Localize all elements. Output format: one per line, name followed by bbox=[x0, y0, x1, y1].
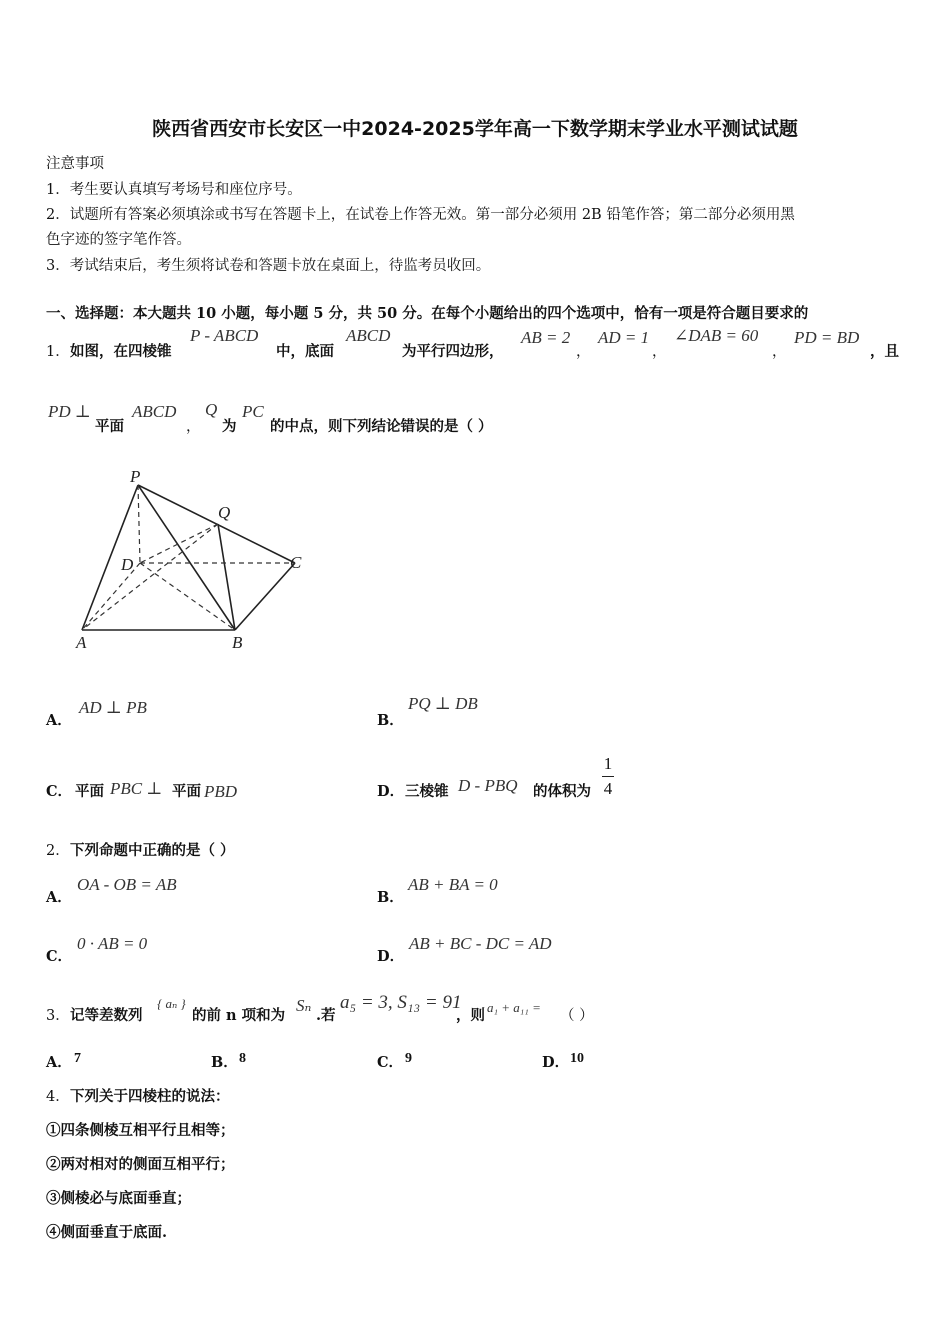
math-expression: ABCD bbox=[346, 326, 391, 345]
notice-item: 色字迹的签字笔作答。 bbox=[46, 232, 191, 248]
math-expression: PC bbox=[242, 402, 264, 421]
fraction-numerator: 1 bbox=[603, 754, 613, 773]
notice-item: 3．考试结束后，考生须将试卷和答题卡放在桌面上，待监考员收回。 bbox=[46, 258, 491, 274]
statement-item: ①四条侧棱互相平行且相等； bbox=[46, 1122, 235, 1139]
math-expression: AB = 2 bbox=[521, 328, 571, 347]
notice-heading: 注意事项 bbox=[46, 156, 104, 172]
edge-DB bbox=[140, 563, 235, 630]
option-label: B． bbox=[377, 712, 404, 729]
question-text: 的中点，则下列结论错误的是（ ） bbox=[270, 418, 493, 435]
math-expression: PD = BD bbox=[794, 328, 860, 347]
comma: ， bbox=[186, 419, 201, 435]
option-value: 9 bbox=[405, 1051, 412, 1066]
question-text: .若 bbox=[316, 1007, 336, 1024]
option-value: 7 bbox=[74, 1051, 81, 1066]
edge-QD bbox=[140, 524, 218, 563]
math-expression: Q bbox=[205, 400, 218, 419]
question-text: ，则 bbox=[456, 1007, 485, 1024]
option-label: A． bbox=[46, 889, 72, 906]
option-text: 平面 bbox=[172, 783, 201, 800]
math-expression: PD ⊥ bbox=[48, 402, 91, 421]
question-text: 记等差数列 bbox=[70, 1007, 143, 1024]
option-label: C． bbox=[46, 783, 73, 800]
fraction-denominator: 4 bbox=[603, 779, 613, 798]
section-heading: 一、选择题：本大题共 10 小题，每小题 5 分，共 50 分。在每个小题给出的四个选项中，恰有一项是符合题目要求的 bbox=[46, 305, 809, 322]
edge-QB bbox=[218, 524, 235, 630]
math-expression: ∠DAB = 60 bbox=[674, 326, 759, 345]
option-value: 8 bbox=[239, 1051, 246, 1066]
math-expression: { aₙ } bbox=[157, 996, 186, 1011]
edge-PC bbox=[138, 485, 295, 563]
pyramid-figure bbox=[60, 460, 330, 660]
option-label: C． bbox=[377, 1054, 404, 1071]
statement-item: ④侧面垂直于底面. bbox=[46, 1224, 168, 1241]
question-text: （ ） bbox=[560, 1008, 594, 1024]
option-label: C． bbox=[46, 948, 73, 965]
statement-item: ②两对相对的侧面互相平行； bbox=[46, 1156, 235, 1173]
option-label: A． bbox=[46, 712, 72, 729]
question-text: 的前 n 项和为 bbox=[192, 1007, 286, 1024]
math-expression: a₁ + a₁₁ = bbox=[487, 1000, 541, 1015]
question-text: 平面 bbox=[95, 418, 124, 435]
option-label: B． bbox=[377, 889, 404, 906]
option-text: 的体积为 bbox=[533, 783, 591, 800]
label-A: A bbox=[76, 633, 87, 652]
math-expression: P - ABCD bbox=[190, 326, 259, 345]
math-expression: a₅ = 3, S₁₃ = 91 bbox=[340, 992, 462, 1013]
page-title: 陕西省西安市长安区一中2024-2025学年高一下数学期末学业水平测试试题 bbox=[152, 118, 798, 140]
math-expression: Sₙ bbox=[296, 996, 312, 1015]
option-math: PBD bbox=[204, 782, 238, 801]
option-math: OA - OB = AB bbox=[77, 875, 177, 894]
label-B: B bbox=[232, 633, 243, 652]
math-expression: ABCD bbox=[132, 402, 177, 421]
option-math: PQ ⊥ DB bbox=[408, 694, 478, 713]
statement-item: ③侧棱必与底面垂直； bbox=[46, 1190, 191, 1207]
option-math: 0 · AB = 0 bbox=[77, 934, 148, 953]
option-label: B． bbox=[211, 1054, 238, 1071]
option-math: D - PBQ bbox=[458, 776, 518, 795]
fraction bbox=[602, 754, 614, 799]
comma: ， bbox=[652, 344, 667, 360]
label-C: C bbox=[290, 553, 302, 572]
option-label: D． bbox=[377, 783, 405, 800]
question-text: ，且 bbox=[870, 343, 899, 360]
option-text: 三棱锥 bbox=[405, 783, 449, 800]
option-math: AB + BC - DC = AD bbox=[409, 934, 552, 953]
question-text: 下列命题中正确的是（ ） bbox=[70, 842, 235, 859]
option-math: PBC ⊥ bbox=[110, 779, 163, 798]
edge-PD bbox=[138, 485, 140, 563]
option-value: 10 bbox=[570, 1051, 584, 1066]
question-text: 为 bbox=[222, 418, 237, 435]
question-text: 为平行四边形， bbox=[402, 343, 504, 360]
option-label: D． bbox=[377, 948, 405, 965]
question-text: 下列关于四棱柱的说法： bbox=[70, 1088, 230, 1105]
comma: ， bbox=[772, 344, 787, 360]
notice-item: 1．考生要认真填写考场号和座位序号。 bbox=[46, 182, 302, 198]
label-Q: Q bbox=[218, 503, 231, 522]
option-label: D． bbox=[542, 1054, 570, 1071]
question-number: 2． bbox=[46, 843, 70, 859]
question-number: 4． bbox=[46, 1089, 70, 1105]
label-D: D bbox=[121, 555, 134, 574]
question-number: 1． bbox=[46, 344, 70, 360]
notice-item: 2．试题所有答案必须填涂或书写在答题卡上，在试卷上作答无效。第一部分必须用 2B 铅笔作答；第二部分必须用黑 bbox=[46, 207, 795, 223]
question-text: 中，底面 bbox=[276, 343, 334, 360]
option-label: A． bbox=[46, 1054, 72, 1071]
option-math: AB + BA = 0 bbox=[408, 875, 498, 894]
math-expression: AD = 1 bbox=[598, 328, 650, 347]
option-text: 平面 bbox=[75, 783, 104, 800]
edge-BC bbox=[235, 563, 295, 630]
comma: ， bbox=[576, 344, 591, 360]
fraction-bar bbox=[602, 776, 614, 777]
option-math: AD ⊥ PB bbox=[79, 698, 147, 717]
question-number: 3． bbox=[46, 1008, 70, 1024]
label-P: P bbox=[130, 467, 141, 486]
question-text: 如图，在四棱锥 bbox=[70, 343, 172, 360]
